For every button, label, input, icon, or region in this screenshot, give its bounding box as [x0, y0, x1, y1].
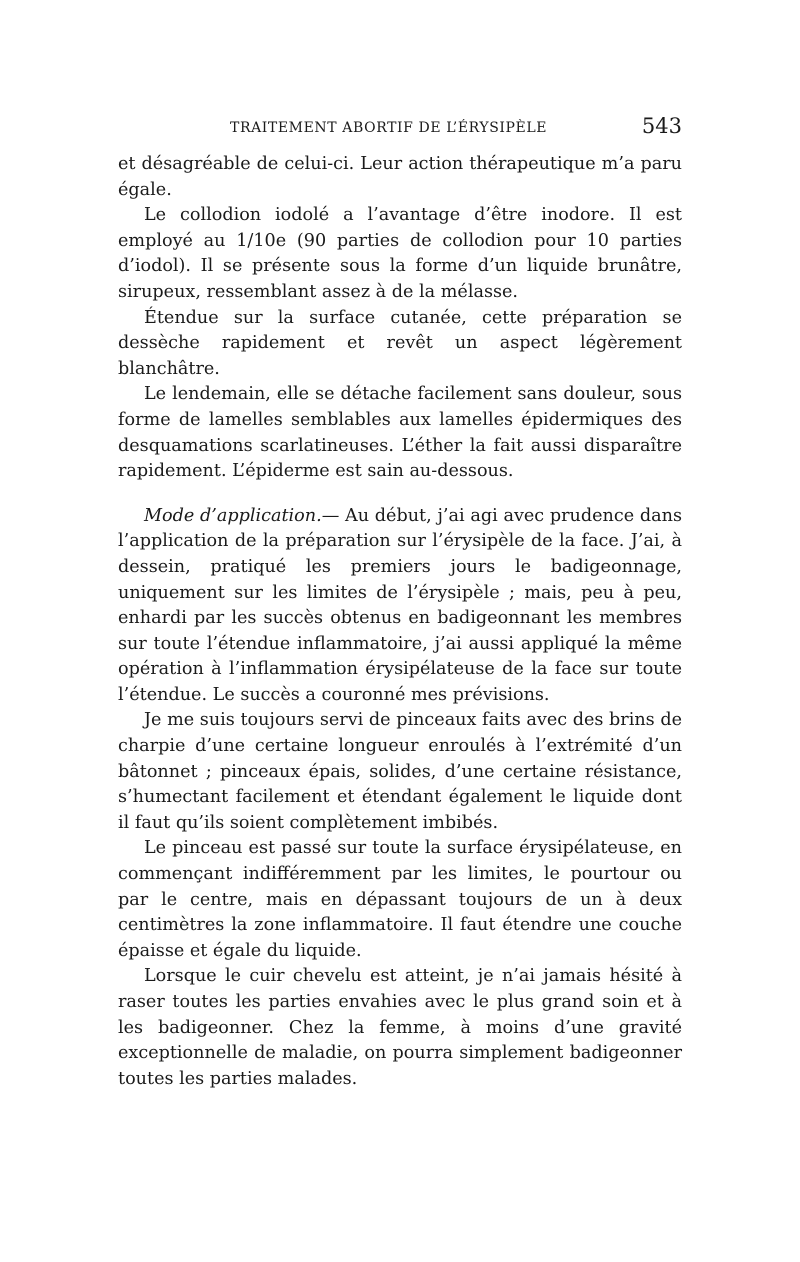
page-number: 543: [641, 114, 682, 138]
paragraph-brush-pass: Le pinceau est passé sur toute la surface érysipélateuse, en commençant indifféremment par les limites, le pourtour ou par le centre, mais en dépassant toujours de un à deux centimètres la zone inflammatoire. Il faut étendre une couche épaisse et égale du liquide.: [118, 838, 682, 961]
paragraph-continuation: et désagréable de celui-ci. Leur action thérapeutique m’a paru égale.: [118, 154, 682, 200]
application-text: — Au début, j’ai agi avec prudence dans l’application de la préparation sur l’érysipèle de la face. J’ai, à dessein, pratiqué les premiers jours le badigeonnage, uniquement sur les limites de l’érysipèle ; mais, peu à peu, enhardi par les succès obtenus en badigeonnant les membres sur toute l’étendue inflammatoire, j’ai aussi appliqué la même opération à l’inflammation érysipélateuse de la face sur toute l’étendue. Le succès a couronné mes prévisions.: [118, 505, 682, 705]
paragraph-brushes: Je me suis toujours servi de pinceaux faits avec des brins de charpie d’une certaine longueur enroulés à l’extrémité d’un bâtonnet ; pinceaux épais, solides, d’une certaine résistance, s’humectant facilement et étendant également le liquide dont il faut qu’ils soient complètement imbibés.: [118, 710, 682, 833]
body-text: [118, 152, 682, 1092]
paragraph-collodion: Le collodion iodolé a l’avantage d’être inodore. Il est employé au 1/10e (90 parties de collodion pour 10 parties d’iodol). Il se présente sous la forme d’un liquide brunâtre, sirupeux, ressemblant assez à de la mélasse.: [118, 205, 682, 302]
paragraph-next-day: Le lendemain, elle se détache facilement sans douleur, sous forme de lamelles semblables aux lamelles épidermiques des desquamations scarlatineuses. L’éther la fait aussi disparaître rapidement. L’épiderme est sain au-dessous.: [118, 384, 682, 482]
paragraph-scalp: Lorsque le cuir chevelu est atteint, je n’ai jamais hésité à raser toutes les parties envahies avec le plus grand soin et à les badigeonner. Chez la femme, à moins d’une gravité exceptionnelle de maladie, on pourra simplement badigeonner toutes les parties malades.: [118, 966, 682, 1089]
paragraph-application: [118, 504, 682, 709]
running-title: TRAITEMENT ABORTIF DE L’ÉRYSIPÈLE: [230, 120, 548, 136]
page-header: [118, 112, 682, 142]
book-page: [118, 112, 682, 1092]
section-heading: Mode d’application.: [144, 505, 322, 526]
paragraph-surface: Étendue sur la surface cutanée, cette préparation se dessèche rapidement et revêt un aspect légèrement blanchâtre.: [118, 307, 682, 379]
